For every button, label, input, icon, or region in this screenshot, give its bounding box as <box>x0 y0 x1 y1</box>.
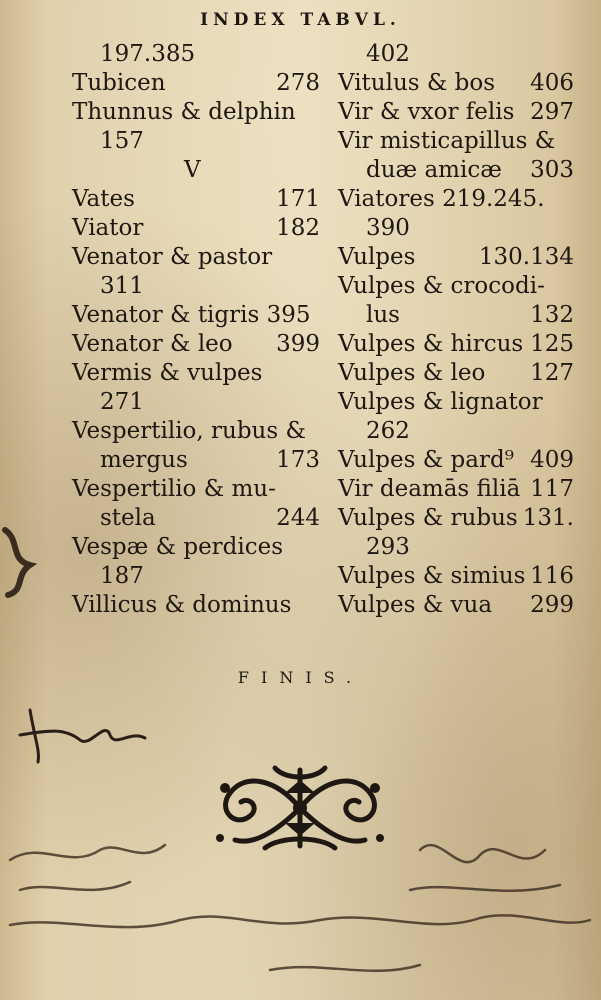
left-index-entry <box>72 98 320 127</box>
left-index-entry-page-number: 173 <box>276 447 320 473</box>
right-index-entry <box>338 69 574 98</box>
left-index-column <box>72 40 320 620</box>
left-index-entry-page-number: 182 <box>276 215 320 241</box>
left-index-entry-text: Thunnus & delphin <box>72 99 296 125</box>
right-index-entry-text: Viatores 219.245. <box>338 186 545 212</box>
left-index-entry <box>72 533 320 562</box>
left-index-entry-text: Venator & tigris 395 <box>72 302 311 328</box>
right-index-entry <box>338 359 574 388</box>
left-index-entry-text: 271 <box>100 389 144 415</box>
right-index-entry-text: duæ amicæ <box>366 157 502 183</box>
left-index-entry <box>72 69 320 98</box>
left-index-entry <box>72 301 320 330</box>
right-index-entry-page-number: 299 <box>530 592 574 618</box>
right-index-entry <box>338 562 574 591</box>
right-index-entry <box>338 185 574 214</box>
right-index-entry-page-number: 132 <box>530 302 574 328</box>
left-index-entry <box>72 40 320 69</box>
left-index-entry-page-number: 244 <box>276 505 320 531</box>
left-index-entry-text: Vates <box>72 186 135 212</box>
handwritten-scribbles-bottom <box>0 820 601 1000</box>
running-head: INDEX TABVL. <box>200 10 401 30</box>
right-index-entry-text: Vulpes & simius <box>338 563 526 589</box>
left-index-entry-text: 187 <box>100 563 144 589</box>
right-index-entry <box>338 243 574 272</box>
left-index-entry-text: Venator & pastor <box>72 244 273 270</box>
handwritten-scribble-top <box>10 700 160 770</box>
left-index-entry-text: Vespertilio & mu- <box>72 476 276 502</box>
right-index-entry-text: Vulpes & rubus <box>338 505 518 531</box>
right-index-entry-page-number: 117 <box>530 476 574 502</box>
left-index-entry-text: Tubicen <box>72 70 166 96</box>
right-index-entry <box>338 388 574 417</box>
left-index-entry-text: 157 <box>100 128 144 154</box>
left-index-entry <box>72 156 320 185</box>
left-index-entry <box>72 127 320 156</box>
left-index-entry-text: Vermis & vulpes <box>72 360 263 386</box>
left-index-entry-text: Vespæ & perdices <box>72 534 284 560</box>
left-index-entry-text: 197.385 <box>100 41 196 67</box>
right-index-entry-text: Vir deamās filiā <box>338 476 521 502</box>
left-index-entry <box>72 417 320 446</box>
right-index-entry <box>338 446 574 475</box>
left-index-entry-page-number: 278 <box>276 70 320 96</box>
right-index-entry <box>338 156 574 185</box>
left-index-entry <box>72 214 320 243</box>
right-index-entry-text: 402 <box>366 41 410 67</box>
right-index-entry <box>338 504 574 533</box>
right-index-entry-text: 293 <box>366 534 410 560</box>
right-index-entry-text: Vulpes & leo <box>338 360 486 386</box>
right-index-entry-text: lus <box>366 302 400 328</box>
right-index-entry <box>338 417 574 446</box>
left-index-entry <box>72 475 320 504</box>
right-index-entry <box>338 127 574 156</box>
left-index-entry <box>72 446 320 475</box>
right-index-entry <box>338 533 574 562</box>
right-index-entry-page-number: 406 <box>530 70 574 96</box>
right-index-entry-text: Vitulus & bos <box>338 70 496 96</box>
left-index-entry <box>72 591 320 620</box>
left-index-entry <box>72 243 320 272</box>
right-index-entry-text: Vulpes & hircus <box>338 331 524 357</box>
right-index-entry-text: Vulpes & vua <box>338 592 493 618</box>
finis-text: FINIS. <box>237 668 364 687</box>
right-index-entry-text: Vir misticapillus & <box>338 128 556 154</box>
right-index-entry-text: 262 <box>366 418 410 444</box>
right-index-entry <box>338 475 574 504</box>
right-index-entry-page-number: 130.134 <box>478 244 574 270</box>
right-index-entry-page-number: 303 <box>530 157 574 183</box>
right-index-entry-text: Vulpes & pard⁹ <box>338 447 514 473</box>
left-index-entry <box>72 272 320 301</box>
right-index-entry <box>338 40 574 69</box>
right-index-entry-page-number: 409 <box>530 447 574 473</box>
left-index-entry <box>72 359 320 388</box>
right-index-entry-page-number: 125 <box>530 331 574 357</box>
right-index-entry <box>338 591 574 620</box>
right-index-entry-page-number: 297 <box>530 99 574 125</box>
left-index-entry-text: V <box>184 157 201 183</box>
left-index-entry-text: stela <box>100 505 156 531</box>
left-index-entry <box>72 185 320 214</box>
left-index-entry <box>72 388 320 417</box>
left-index-entry <box>72 562 320 591</box>
left-index-entry-text: Viator <box>72 215 144 241</box>
left-index-entry-page-number: 171 <box>276 186 320 212</box>
left-index-entry-text: 311 <box>100 273 144 299</box>
right-index-entry <box>338 214 574 243</box>
right-index-column <box>338 40 574 620</box>
left-index-entry <box>72 330 320 359</box>
right-index-entry <box>338 301 574 330</box>
left-index-entry <box>72 504 320 533</box>
right-index-entry <box>338 98 574 127</box>
right-index-entry-text: Vulpes <box>338 244 416 270</box>
right-index-entry <box>338 330 574 359</box>
left-index-entry-text: Venator & leo <box>72 331 233 357</box>
left-index-entry-text: Villicus & dominus <box>72 592 292 618</box>
right-index-entry <box>338 272 574 301</box>
right-index-entry-text: 390 <box>366 215 410 241</box>
left-index-entry-text: Vespertilio, rubus & <box>72 418 306 444</box>
right-index-entry-text: Vir & vxor felis <box>338 99 515 125</box>
left-index-entry-page-number: 399 <box>276 331 320 357</box>
right-index-entry-page-number: 127 <box>530 360 574 386</box>
right-index-entry-text: Vulpes & crocodi- <box>338 273 545 299</box>
right-index-entry-page-number: 131. <box>522 505 574 531</box>
right-index-entry-page-number: 116 <box>530 563 574 589</box>
marginal-blot <box>0 520 40 600</box>
right-index-entry-text: Vulpes & lignator <box>338 389 543 415</box>
left-index-entry-text: mergus <box>100 447 188 473</box>
